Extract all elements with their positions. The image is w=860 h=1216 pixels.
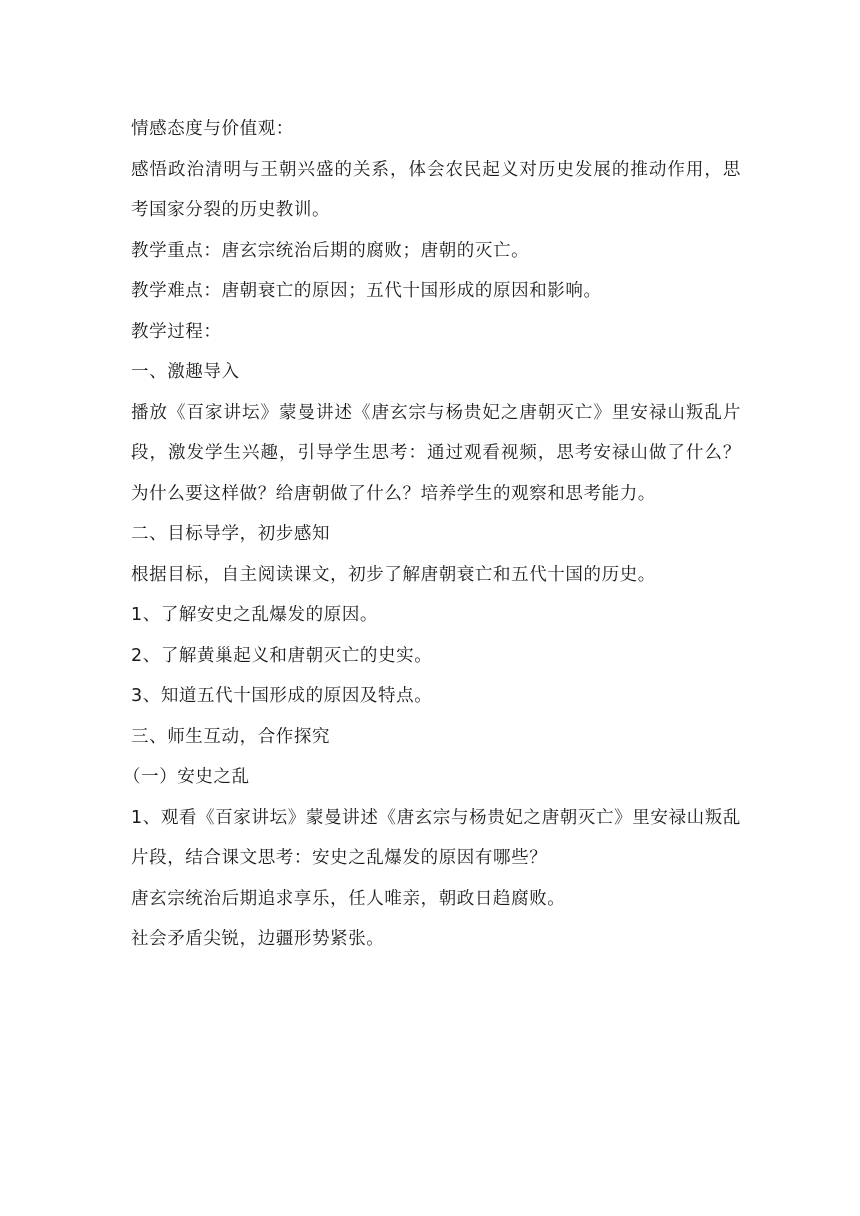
teaching-key-points: 教学重点：唐玄宗统治后期的腐败；唐朝的灭亡。 <box>131 240 530 261</box>
teaching-difficulties: 教学难点：唐朝衰亡的原因；五代十国形成的原因和影响。 <box>131 281 602 301</box>
goal-item-1: 1、了解安史之乱爆发的原因。 <box>131 605 379 625</box>
teaching-process-heading: 教学过程： <box>131 321 222 342</box>
document-body <box>123 109 741 960</box>
subsection-question-1: 1、观看《百家讲坛》蒙曼讲述《唐玄宗与杨贵妃之唐朝灭亡》里安禄山叛乱片段，结合课文思考：安史之乱爆发的原因有哪些？ <box>131 807 741 868</box>
subsection-heading: （一）安史之乱 <box>123 767 250 787</box>
section-2-intro: 根据目标，自主阅读课文，初步了解唐朝衰亡和五代十国的历史。 <box>131 564 656 585</box>
section-3-heading: 三、师生互动，合作探究 <box>131 726 331 747</box>
section-1-text: 播放《百家讲坛》蒙曼讲述《唐玄宗与杨贵妃之唐朝灭亡》里安禄山叛乱片段，激发学生兴趣，引导学生思考：通过观看视频，思考安禄山做了什么？为什么要这样做？给唐朝做了什么？培养学生的观察和思考能力。 <box>131 402 741 504</box>
section-heading-attitude-values: 情感态度与价值观： <box>131 119 294 139</box>
answer-line-1: 唐玄宗统治后期追求享乐，任人唯亲，朝政日趋腐败。 <box>131 888 566 909</box>
section-2-heading: 二、目标导学，初步感知 <box>131 524 331 544</box>
answer-line-2: 社会矛盾尖锐，边疆形势紧张。 <box>131 929 385 949</box>
attitude-values-text: 感悟政治清明与王朝兴盛的关系，体会农民起义对历史发展的推动作用，思考国家分裂的历史教训。 <box>131 159 741 220</box>
goal-item-3: 3、知道五代十国形成的原因及特点。 <box>131 686 433 706</box>
section-1-heading: 一、激趣导入 <box>131 362 240 382</box>
goal-item-2: 2、了解黄巢起义和唐朝灭亡的史实。 <box>131 645 433 666</box>
